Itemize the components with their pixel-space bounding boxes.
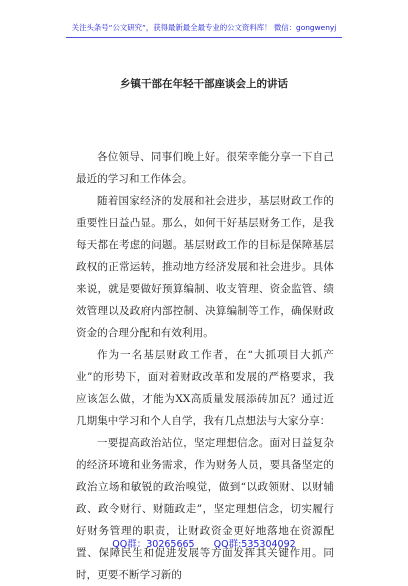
- header-promo-note: 关注头条号“公文研究”，获得最新最全最专业的公文资料库！ 微信：gongwenyj: [71, 23, 337, 32]
- document-body: [76, 146, 334, 586]
- paragraph-background: 随着国家经济的发展和社会进步，基层财政工作的重要性日益凸显。那么，如何干好基层财务工作，是我每天都在考虑的问题。基层财政工作的目标是保障基层政权的正常运转，推动地方经济发展和社会进步。具体来说，就是要做好预算编制、收支管理、资金监管、绩效管理以及政府内部控制、决算编制等工作，确保财政资金的合理分配和有效利用。: [76, 195, 334, 339]
- paragraph-point-one: 一要提高政治站位，坚定理想信念。面对日益复杂的经济环境和业务需求，作为财务人员，要具备坚定的政治立场和敏锐的政治嗅觉，做到“以政领财、以财辅政、政令财行、财随政走”，坚定理想信念，切实履行好财务管理的职责，让财政资金更好地落地在资源配置、保障民生和促进发展等方面发挥其关键作用。同时，更要不断学习新的: [76, 437, 334, 581]
- footer-qq-group-1: QQ群：30265665: [112, 539, 195, 550]
- paragraph-role: 作为一名基层财政工作者，在“大抓项目大抓产业”的形势下，面对着财政改革和发展的严格要求，我应该怎么做，才能为XX高质量发展添砖加瓦？通过近几期集中学习和个人自学，我有几点想法与大家分享：: [76, 349, 334, 427]
- footer-qq-groups: [0, 536, 408, 550]
- header-divider: [66, 37, 342, 38]
- document-title: 乡镇干部在年轻干部座谈会上的讲话: [120, 78, 288, 90]
- paragraph-greeting: 各位领导、同事们晚上好。很荣幸能分享一下自己最近的学习和工作体会。: [76, 151, 334, 185]
- footer-qq-group-2: QQ群:535304092: [213, 539, 296, 550]
